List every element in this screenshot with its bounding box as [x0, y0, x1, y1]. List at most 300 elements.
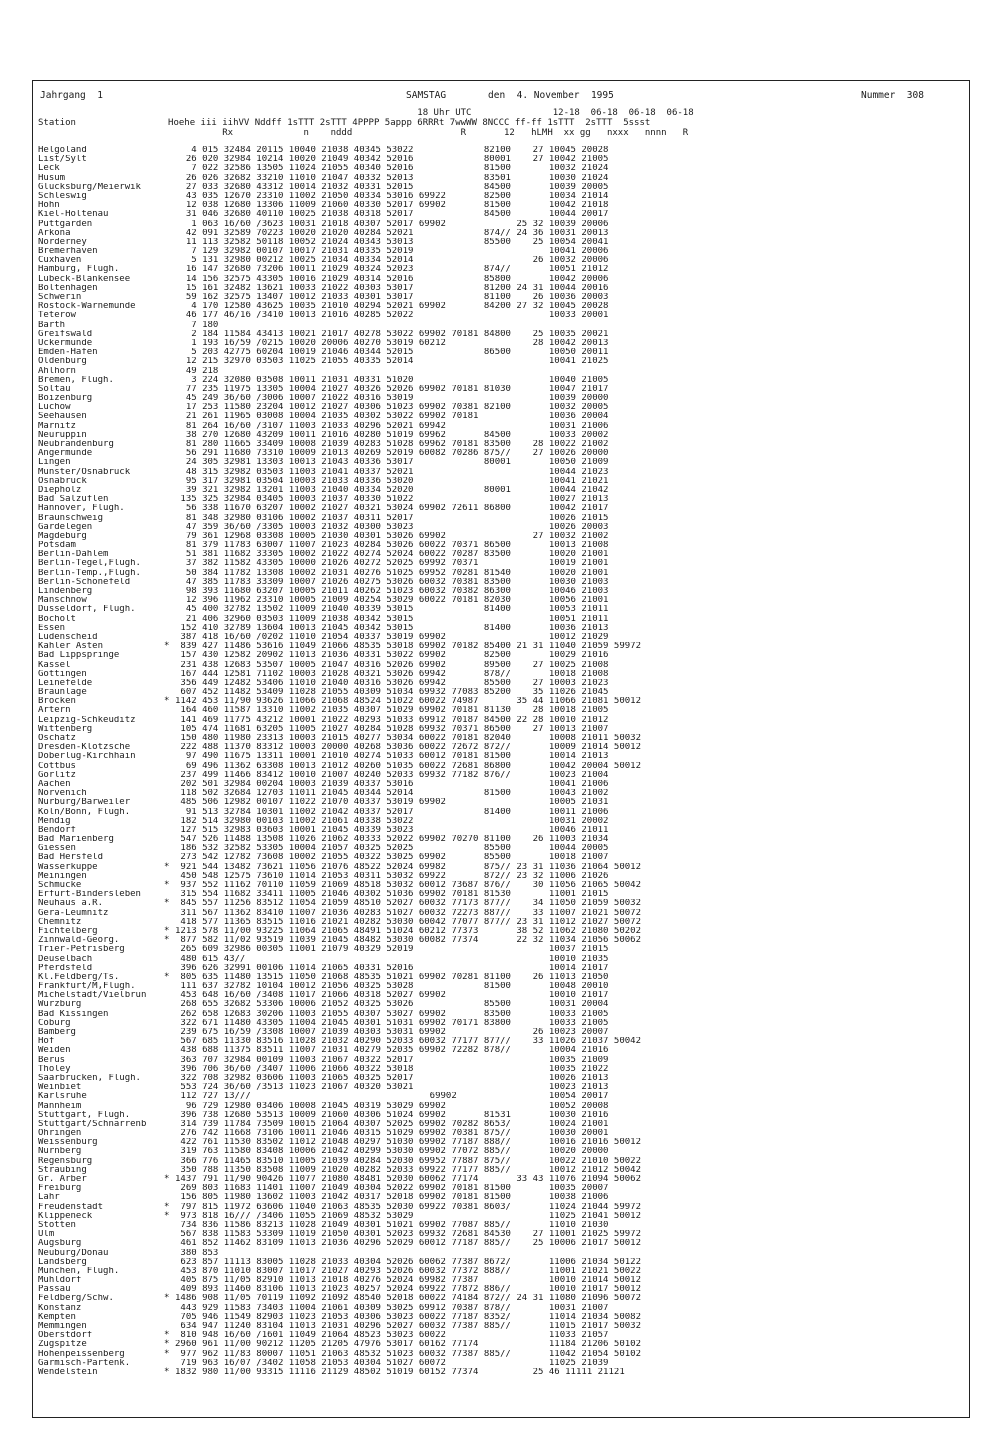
station-name: Lübeck-Blankensee: [38, 274, 131, 284]
observation-row: 127 515 32983 03603 10001 21045 40339 53023 10046 21011: [175, 825, 609, 835]
observation-row: 21 261 11965 03008 10004 21035 40302 53022 69902 70181 10036 20004: [175, 412, 609, 422]
observation-row: 222 488 11370 83312 10003 20000 40268 53036 60022 72672 872// 10009 21014 50012: [175, 743, 641, 753]
station-name: Kiel-Holtenau: [38, 210, 109, 220]
observation-row: 3 224 32080 03508 10011 21031 40331 51020 10040 21005: [175, 375, 609, 385]
station-name: Görlitz: [38, 770, 76, 780]
observation-row: 56 291 11680 73310 10009 21013 40269 52019 60082 70286 875// 27 10026 20000: [175, 449, 609, 459]
mountain-marker: [164, 302, 174, 311]
station-name: Husum: [38, 173, 66, 183]
station-name: Garmisch-Partenk.: [38, 1358, 131, 1368]
observation-row: 973 818 16/// /3406 11055 21069 48532 53029 11025 21041 50012: [175, 1211, 641, 1221]
observation-row: 845 557 11256 83512 11054 21059 48510 52027 60032 77173 877// 34 11050 21059 50032: [175, 899, 641, 909]
mountain-marker: [164, 164, 174, 173]
station-name: Lüdenscheid: [38, 632, 98, 642]
observation-data-column: [175, 146, 865, 1377]
mountain-marker: [164, 844, 174, 853]
observation-row: 112 727 13/// 69902 10054 20017: [175, 1092, 609, 1102]
jahrgang-label: Jahrgang 1: [40, 90, 103, 101]
mountain-marker: [164, 1276, 174, 1285]
station-name: Arkona: [38, 228, 71, 238]
observation-row: 5 203 42775 60204 10019 21046 40344 52015 86500 10050 20011: [175, 348, 609, 358]
observation-row: 422 761 11530 83502 11012 21048 40297 51030 69902 77187 888// 10016 21016 50012: [175, 1138, 641, 1148]
station-name: Artern: [38, 706, 71, 716]
mountain-marker: *: [164, 971, 170, 982]
observation-row: 418 577 11365 83515 11016 21021 40282 53030 60042 77077 877// 23 31 11012 21027 50072: [175, 917, 641, 927]
observation-row: 319 763 11580 83408 10006 21042 40299 53030 69902 77072 885// 10020 20000: [175, 1147, 609, 1157]
observation-row: 810 948 16/60 /1601 11049 21064 48523 53023 60022 11033 21057: [175, 1331, 609, 1341]
observation-row: 202 501 32984 00204 10003 21039 40337 53016 10041 21006: [175, 779, 609, 789]
mountain-marker: [164, 670, 174, 679]
mountain-marker: *: [164, 861, 170, 872]
mountain-marker: [164, 468, 174, 477]
observation-row: 26 026 32682 33210 11010 21047 40332 52013 83501 10030 21024: [175, 173, 609, 183]
mountain-marker: [164, 256, 174, 265]
station-name: Potsdam: [38, 541, 76, 551]
station-name: Gardelegen: [38, 522, 93, 532]
mountain-marker: [164, 559, 174, 568]
observation-row: 59 162 32575 13407 10012 21033 40301 53017 81100 26 10036 20003: [175, 293, 609, 302]
station-name: Würzburg: [38, 1000, 82, 1010]
mountain-marker: [164, 605, 174, 614]
station-name: Giessen: [38, 844, 76, 854]
mountain-marker: [164, 495, 174, 504]
station-name: Boizenburg: [38, 394, 93, 404]
mountain-marker: [164, 210, 174, 219]
mountain-marker: *: [164, 1201, 170, 1212]
mountain-marker: [164, 1157, 174, 1166]
observation-row: 7 022 32586 13505 11024 21055 40340 52016 81500 10032 21024: [175, 164, 609, 174]
station-name-column: [38, 146, 198, 1377]
station-name: Seehausen: [38, 412, 87, 422]
station-name: Nürburg/Barweiler: [38, 798, 131, 808]
station-name: Greifswald: [38, 329, 93, 339]
station-name: München, Flugh.: [38, 1266, 120, 1276]
mountain-marker: [164, 146, 174, 155]
mountain-marker: [164, 284, 174, 293]
mountain-marker: [164, 945, 174, 954]
header-line-1: 18 Uhr UTC 12-18 06-18 06-18 06-18: [38, 108, 694, 118]
observation-row: 49 218: [175, 366, 219, 376]
mountain-marker: [164, 403, 174, 412]
mountain-marker: [164, 1221, 174, 1230]
mountain-marker: [164, 615, 174, 624]
station-name: Weiden: [38, 1046, 71, 1056]
observation-row: 4 170 12580 43625 10035 21010 40294 52021 69902 84200 27 32 10045 20028: [175, 302, 609, 312]
observation-row: 405 875 11/05 82910 11013 21018 40276 52024 69982 77387 10010 21014 50012: [175, 1276, 641, 1286]
station-name: Zugspitze: [38, 1340, 87, 1350]
observation-row: 1213 578 11/00 93225 11064 21065 48491 51024 60212 77373 38 52 11062 21080 50202: [175, 926, 641, 936]
station-name: Weinbiet: [38, 1083, 82, 1093]
mountain-marker: [164, 780, 174, 789]
mountain-marker: [164, 1138, 174, 1147]
observation-row: 237 499 11466 83412 10010 21007 40240 52033 69932 77182 876// 10023 21004: [175, 770, 609, 780]
station-name: Ückermünde: [38, 338, 93, 348]
station-name: Freudenstadt: [38, 1202, 104, 1212]
mountain-marker: [164, 220, 174, 229]
station-name: Marnitz: [38, 421, 76, 431]
observation-row: 50 384 11782 13308 10002 21031 40276 51025 69952 70281 81540 10020 21001: [175, 568, 609, 578]
station-name: Meiningen: [38, 871, 87, 881]
mountain-marker: [164, 1120, 174, 1129]
observation-row: 1486 908 11/05 70119 11092 21092 48540 52018 60022 74184 872// 24 31 11080 21096 50072: [175, 1294, 641, 1304]
observation-row: 95 317 32981 03504 10003 21033 40336 53020 10041 21021: [175, 476, 609, 486]
mountain-marker: [164, 789, 174, 798]
observation-row: 31 046 32680 40110 10025 21038 40318 52017 84500 10044 20017: [175, 210, 609, 220]
observation-row: 81 379 11783 63007 11007 21023 40284 53026 60022 70371 86500 10013 21008: [175, 541, 609, 551]
station-name: Landsberg: [38, 1257, 87, 1267]
observation-row: 12 396 11962 23310 10005 21009 40254 53029 60022 70181 82030 10056 21001: [175, 596, 609, 606]
station-name: Berlin-Temp.,Flugh.: [38, 568, 141, 578]
mountain-marker: [164, 909, 174, 918]
observation-row: 164 460 11587 13310 11002 21035 40307 51029 69902 70181 81130 28 10018 21005: [175, 706, 609, 716]
station-name: Köln/Bonn, Flugh.: [38, 807, 131, 817]
station-name: Ahlhorn: [38, 366, 76, 376]
station-name: Michelstadt/Vielbrun: [38, 991, 147, 1001]
observation-row: 56 338 11670 63207 10002 21027 40321 53024 69902 72611 86800 10042 21017: [175, 504, 609, 514]
mountain-marker: [164, 357, 174, 366]
mountain-marker: [164, 311, 174, 320]
mountain-marker: [164, 982, 174, 991]
mountain-marker: [164, 798, 174, 807]
observation-row: 322 671 11480 43305 11004 21045 40301 51031 69902 70171 83800 10033 21005: [175, 1018, 609, 1028]
station-name: Bad Kissingen: [38, 1009, 109, 1019]
observation-row: 7 180: [175, 320, 219, 330]
observation-row: 39 321 32982 13201 11003 21040 40334 52020 80001 10044 21042: [175, 485, 609, 495]
mountain-marker: [164, 431, 174, 440]
observation-row: 269 803 11683 11401 11007 21049 40304 52022 69902 70181 81500 10035 20007: [175, 1184, 609, 1194]
observation-row: 45 400 32782 13502 11009 21040 40339 53015 81400 10053 21011: [175, 605, 609, 615]
station-name: Helgoland: [38, 146, 87, 155]
observation-row: 69 496 11362 63308 10013 21012 40260 51035 60022 72681 86800 10042 20004 50012: [175, 761, 641, 771]
observation-row: 17 253 11580 23204 10012 21027 40306 51023 69902 70381 82100 10032 20005: [175, 403, 609, 413]
mountain-marker: [164, 596, 174, 605]
station-name: Bad Marienberg: [38, 835, 114, 845]
mountain-marker: [164, 706, 174, 715]
observation-row: 443 929 11583 73403 11004 21061 40309 53025 69912 70387 878// 10031 21007: [175, 1303, 609, 1313]
mountain-marker: *: [164, 1330, 170, 1341]
observation-row: 186 532 32582 53305 10004 21057 40325 52025 85500 10044 20005: [175, 844, 609, 854]
observation-row: 12 038 12680 13306 11009 21060 40330 52017 69902 81500 10042 21018: [175, 201, 609, 211]
station-name: Kempten: [38, 1312, 76, 1322]
observation-row: 634 947 11240 83104 11013 21031 40296 52027 60032 77387 885// 11015 21017 50032: [175, 1322, 641, 1331]
header-line-2: Station Hoehe iii iihVV Nddff 1sTTT 2sTTT 4PPPP 5appp 6RRRt 7wwWW 8NCCC ff-ff 1sTTT 2sTTT 5ssst: [38, 118, 651, 128]
observation-row: 157 430 12582 20902 11013 21036 40331 53022 69902 82500 10029 21016: [175, 651, 609, 661]
station-name: Schwerin: [38, 293, 82, 302]
mountain-marker: [164, 321, 174, 330]
mountain-marker: [164, 275, 174, 284]
station-name: Oschatz: [38, 734, 76, 743]
observation-row: 1 193 16/59 /0215 10020 20006 40270 53019 60212 28 10042 20013: [175, 338, 609, 348]
mountain-marker: *: [164, 641, 170, 652]
station-name: Fichtelberg: [38, 926, 98, 936]
station-name: Soltau: [38, 384, 71, 394]
mountain-marker: *: [164, 1174, 170, 1184]
mountain-marker: *: [164, 935, 170, 946]
observation-row: 461 852 11462 83109 11013 21036 40296 52029 60012 77187 885// 25 10006 21017 50012: [175, 1239, 641, 1249]
observation-row: 453 870 11010 83007 11017 21027 40293 52026 60032 77372 888// 11001 21021 50022: [175, 1266, 641, 1276]
observation-row: 12 215 32970 03503 11025 21055 40335 52014 10041 21025: [175, 357, 609, 367]
mountain-marker: [164, 1074, 174, 1083]
observation-row: 27 033 32680 43312 10014 21032 40331 52015 84500 10039 20005: [175, 182, 609, 192]
station-name: Neuburg/Donau: [38, 1248, 109, 1258]
station-name: Cottbus: [38, 761, 76, 771]
observation-row: 48 315 32982 03503 11003 21041 40337 52021 10044 21023: [175, 467, 609, 477]
observation-row: 135 325 32984 03405 10003 21037 40330 51022 10027 21013: [175, 495, 609, 505]
mountain-marker: [164, 550, 174, 559]
station-name: Rostock-Warnemünde: [38, 302, 136, 312]
station-name: Hamburg, Flugh.: [38, 265, 120, 275]
station-name: Lingen: [38, 458, 71, 468]
mountain-marker: [164, 1239, 174, 1248]
mountain-marker: [164, 1010, 174, 1019]
mountain-marker: *: [164, 1210, 170, 1221]
mountain-marker: [164, 752, 174, 761]
mountain-marker: [164, 440, 174, 449]
mountain-marker: [164, 1019, 174, 1028]
station-name: Brocken: [38, 697, 76, 707]
station-name: Neubrandenburg: [38, 440, 114, 449]
station-name: Frankfurt/M,Flugh.: [38, 982, 136, 992]
station-name: Bendorf: [38, 825, 76, 835]
observation-row: 363 707 32984 00109 11003 21067 40322 52017 10035 21009: [175, 1055, 609, 1065]
observation-row: 567 685 11330 83516 11028 21032 40290 52033 60032 77177 877// 33 11026 21037 50042: [175, 1037, 641, 1047]
observation-row: 47 359 36/60 /3305 10003 21032 40300 53023 10026 20003: [175, 522, 609, 532]
mountain-marker: [164, 1046, 174, 1055]
mountain-marker: [164, 265, 174, 274]
mountain-marker: [164, 1129, 174, 1138]
mountain-marker: [164, 624, 174, 633]
observation-row: 81 264 16/60 /3107 11003 21033 40296 52021 69942 10031 21006: [175, 421, 609, 431]
mountain-marker: *: [164, 925, 170, 936]
mountain-marker: [164, 394, 174, 403]
station-name: Freiburg: [38, 1184, 82, 1194]
observation-row: 553 724 36/60 /3513 11023 21067 40320 53021 10023 21013: [175, 1083, 609, 1093]
station-name: Bad Salzuflen: [38, 495, 109, 505]
mountain-marker: [164, 1249, 174, 1258]
observation-row: 167 444 12581 71102 10003 21028 40321 53026 69942 878// 10018 21008: [175, 669, 609, 679]
station-name: Wendelstein: [38, 1367, 98, 1377]
mountain-marker: [164, 192, 174, 201]
observation-row: 26 020 32984 10214 10020 21049 40342 52016 80001 27 10042 21005: [175, 155, 609, 165]
station-name: Coburg: [38, 1018, 71, 1028]
station-name: Neuruppin: [38, 430, 87, 440]
station-name: Klippeneck: [38, 1211, 93, 1221]
observation-row: 450 548 12575 73610 11014 21053 40311 53032 69922 872// 23 32 11006 21026: [175, 871, 609, 881]
mountain-marker: [164, 1147, 174, 1156]
observation-row: 977 962 11/83 80007 11051 21063 48532 51023 60032 77387 885// 11042 21054 50102: [175, 1349, 641, 1359]
mountain-marker: [164, 449, 174, 458]
observation-row: 98 393 11680 63207 10005 21011 40262 51023 60032 70382 86300 10046 21003: [175, 587, 609, 596]
station-name: Wasserkuppe: [38, 862, 98, 872]
station-name: Bremerhaven: [38, 247, 98, 257]
observation-row: 276 742 11668 73106 10011 21046 40315 51029 69902 70381 875// 10030 20001: [175, 1129, 609, 1139]
station-name: Braunlage: [38, 688, 87, 698]
observation-row: 47 385 11783 33309 10007 21026 40275 53026 60032 70381 83500 10030 21003: [175, 577, 609, 587]
station-name: Kahler Asten: [38, 642, 104, 652]
station-name: Berlin-Dahlem: [38, 550, 109, 560]
station-name: Saarbrücken, Flugh.: [38, 1073, 141, 1083]
observation-row: 485 506 12982 00107 11022 21070 40337 53019 69902 10005 21031: [175, 798, 609, 808]
station-name: Stuttgart/Schnarrenb: [38, 1119, 147, 1129]
observation-row: 1142 453 11/90 93626 11066 21068 48524 51022 60022 74987 35 44 11066 21081 50012: [175, 697, 641, 707]
mountain-marker: [164, 458, 174, 467]
station-name: Gera-Leumnitz: [38, 908, 109, 918]
mountain-marker: [164, 1267, 174, 1276]
station-name: Wittenberg: [38, 724, 93, 734]
station-name: Aachen: [38, 779, 71, 789]
observation-row: 350 788 11350 83508 11009 21020 40282 52033 69922 77177 885// 10012 21012 50042: [175, 1165, 641, 1175]
mountain-marker: [164, 201, 174, 210]
mountain-marker: *: [164, 1339, 170, 1350]
mountain-marker: [164, 1111, 174, 1120]
observation-row: 387 418 16/60 /0202 11010 21054 40337 53019 69902 10012 21029: [175, 632, 609, 642]
mountain-marker: [164, 229, 174, 238]
mountain-marker: [164, 367, 174, 376]
mountain-marker: [164, 1184, 174, 1193]
mountain-marker: [164, 679, 174, 688]
station-name: Trier-Petrisberg: [38, 945, 125, 955]
station-name: Pferdsfeld: [38, 963, 93, 973]
observation-row: 1832 980 11/00 93315 11116 21129 48502 51019 60152 77374 25 46 11111 21121: [175, 1367, 625, 1377]
mountain-marker: *: [164, 696, 170, 707]
station-name: Lindenberg: [38, 587, 93, 596]
mountain-marker: [164, 514, 174, 523]
station-name: Puttgarden: [38, 219, 93, 229]
station-name: Teterow: [38, 311, 76, 321]
station-name: Angermünde: [38, 449, 93, 459]
observation-row: 81 348 32980 03106 10002 21037 40311 52017 10026 21015: [175, 513, 609, 523]
station-name: Hohenpeissenberg: [38, 1349, 125, 1359]
station-name: Dresden-Klotzsche: [38, 743, 131, 753]
observation-row: 396 626 32991 00106 11014 21065 40331 52016 10014 21017: [175, 963, 609, 973]
station-name: Gr. Arber: [38, 1175, 87, 1184]
mountain-marker: [164, 578, 174, 587]
observation-row: 356 449 12482 53406 11010 21040 40316 53026 69942 85500 27 10003 21023: [175, 678, 609, 688]
station-name: Konstanz: [38, 1303, 82, 1313]
header-line-3: Rx n nddd R 12 hLMH xx gg nxxx nnnn R: [38, 128, 689, 138]
station-name: Schleswig: [38, 191, 87, 201]
mountain-marker: [164, 183, 174, 192]
station-name: Hohn: [38, 201, 60, 211]
station-name: Erfurt-Bindersleben: [38, 890, 141, 900]
mountain-marker: [164, 422, 174, 431]
observation-row: 239 675 16/59 /3308 10007 21039 40303 53031 69902 26 10023 20007: [175, 1028, 609, 1037]
station-name: Essen: [38, 623, 66, 633]
observation-row: 42 091 32589 70223 10020 21020 40284 52021 874// 24 36 10031 20013: [175, 228, 609, 238]
mountain-marker: [164, 155, 174, 164]
observation-row: 265 609 32986 00305 11001 21079 40329 52019 10037 21015: [175, 945, 609, 955]
observation-row: 380 853: [175, 1248, 219, 1258]
station-name: Zinnwald-Georg.: [38, 936, 120, 946]
observation-row: 705 946 11549 82903 11023 21053 40306 53023 60022 77187 8352/ 11014 21034 50082: [175, 1312, 641, 1322]
station-name: Nörvenich: [38, 789, 87, 799]
observation-row: 45 249 36/60 /3006 10007 21022 40316 53019 10039 20000: [175, 394, 609, 404]
observation-row: 805 635 11480 13515 11050 21068 48535 51021 69902 70281 81100 26 11013 21050: [175, 972, 609, 982]
mountain-marker: [164, 1304, 174, 1313]
mountain-marker: [164, 808, 174, 817]
station-name: Düsseldorf, Flugh.: [38, 605, 136, 615]
observation-row: 118 502 32684 12703 11011 21045 40344 52014 81500 10043 21002: [175, 789, 609, 799]
station-name: Bad Hersfeld: [38, 853, 104, 863]
mountain-marker: [164, 743, 174, 752]
mountain-marker: [164, 293, 174, 302]
station-name: Leinefelde: [38, 678, 93, 688]
station-name: Braunschweig: [38, 513, 104, 523]
observation-row: 273 542 12782 73608 10002 21055 40322 53025 69902 85500 10018 21007: [175, 853, 609, 863]
mountain-marker: [164, 1065, 174, 1074]
observation-row: 311 567 11362 83410 11007 21036 40283 51027 60032 72273 887// 33 11007 21021 50072: [175, 908, 641, 918]
station-name: Weissenburg: [38, 1138, 98, 1148]
observation-row: 24 305 32981 13303 10013 21043 40336 53017 80001 10050 21009: [175, 458, 609, 468]
observation-row: 396 706 36/60 /3407 11006 21066 40322 53018 10035 21022: [175, 1064, 609, 1074]
station-name: Glücksburg/Meierwik: [38, 182, 141, 192]
mountain-marker: *: [164, 1366, 170, 1377]
station-name: Bocholt: [38, 614, 76, 624]
mountain-marker: *: [164, 1348, 170, 1359]
mountain-marker: [164, 1028, 174, 1037]
mountain-marker: [164, 817, 174, 826]
mountain-marker: [164, 238, 174, 247]
mountain-marker: [164, 348, 174, 357]
observation-row: 262 658 12683 30206 11003 21055 40307 53027 69902 83500 10033 21005: [175, 1009, 609, 1019]
observation-row: 152 410 32789 13604 10013 21045 40342 53015 81400 10036 21013: [175, 623, 609, 633]
mountain-marker: [164, 1056, 174, 1065]
station-name: Oberstdorf: [38, 1331, 93, 1341]
observation-row: 839 427 11486 53616 11049 21066 48535 53018 69902 70182 85400 21 31 11040 21059 59972: [175, 642, 641, 652]
observation-row: 315 554 11682 33411 11005 21046 40302 51036 69902 70181 81530 11001 21015: [175, 890, 609, 900]
mountain-marker: [164, 725, 174, 734]
station-name: Bremen, Flugh.: [38, 375, 114, 385]
observation-row: 7 129 32982 00107 10017 21031 40335 52019 10041 20006: [175, 247, 609, 257]
mountain-marker: [164, 835, 174, 844]
observation-row: 97 490 11675 13311 10001 21010 40274 51033 60012 70181 81500 10014 21013: [175, 752, 609, 762]
observation-row: 16 147 32680 73206 10011 21029 40324 52023 874// 10051 21012: [175, 265, 609, 275]
station-name: Deuselbach: [38, 954, 93, 964]
station-name: Feldberg/Schw.: [38, 1294, 114, 1304]
station-name: Oldenburg: [38, 357, 87, 367]
station-name: Münster/Osnabrück: [38, 467, 131, 477]
station-name: Lüchow: [38, 403, 71, 413]
station-name: Neuhaus a.R.: [38, 899, 104, 909]
station-name: Kassel: [38, 660, 71, 670]
observation-row: 734 836 11586 83213 11028 21049 40301 51021 69902 77087 885// 11010 21030: [175, 1220, 609, 1230]
mountain-marker: [164, 376, 174, 385]
station-name: Göttingen: [38, 669, 87, 679]
station-name: Ulm: [38, 1230, 55, 1240]
observation-row: 396 738 12680 53513 10009 21060 40306 51024 69902 81531 10030 21016: [175, 1110, 609, 1120]
observation-row: 547 526 11488 13508 11026 21062 40333 52022 69902 70270 81100 26 11003 21034: [175, 835, 609, 845]
station-name: Tholey: [38, 1064, 71, 1074]
observation-row: 623 857 11113 83005 11028 21033 40304 52026 60062 77387 8672/ 11006 21034 50122: [175, 1257, 641, 1267]
station-name: Diepholz: [38, 485, 82, 495]
station-name: Augsburg: [38, 1239, 82, 1249]
mountain-marker: [164, 504, 174, 513]
station-name: Barth: [38, 320, 66, 330]
station-name: Stuttgart, Flugh.: [38, 1110, 131, 1120]
station-name: Passau: [38, 1285, 71, 1295]
mountain-marker: [164, 486, 174, 495]
observation-row: 322 708 32982 03606 11003 21065 40325 52017 10026 21013: [175, 1073, 609, 1083]
mountain-marker: [164, 1092, 174, 1101]
observation-row: 37 382 11582 43305 10000 21026 40272 52025 69992 70371 10019 21001: [175, 559, 609, 569]
report-meta: [36, 90, 966, 104]
mountain-marker: [164, 661, 174, 670]
mountain-marker: [164, 587, 174, 596]
mountain-marker: [164, 762, 174, 771]
station-name: Hannover, Flugh.: [38, 504, 125, 514]
observation-row: 51 381 11682 33305 10002 21022 40274 52024 60022 70287 83500 10020 21001: [175, 550, 609, 560]
observation-row: 409 893 11460 83106 11013 21023 40257 52024 69922 77872 886// 10010 21017 50012: [175, 1285, 641, 1295]
